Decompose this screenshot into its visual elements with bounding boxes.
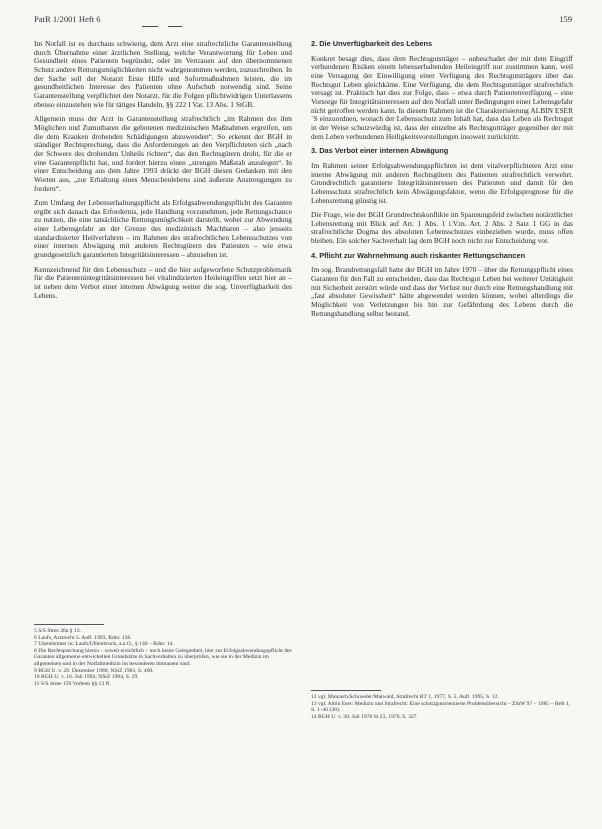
body-paragraph: Zum Umfang der Lebenserhaltungspflicht als Erfolgsabwendungspflicht des Garanten ergibt sich danach das Erfordernis, jede Handlung vorzunehmen, jede Rettungschance zu nutzen, die eine tatsächliche Rettungsmöglichkeit darstellt, wobei zur Abwendung einer Lebensgefahr an der Grenze des medizinisch Machbaren – also jenseits standardisierter Heilverfahren – im Rahmen des strafrechtlichen Lebensschutzes von einer internen Abwägung mit anderen Rechtsgütern des Patienten – wie etwa grundgesetzlich garantierten Integritätsinteressen – abzusehen ist. [34, 198, 292, 260]
footnote: 6 Laufs, Arztrecht 5. Aufl. 1993, Rdnr. 136. [34, 634, 132, 641]
section-heading: 4. Pflicht zur Wahrnehmung auch riskanter Rettungschancen [311, 250, 526, 260]
body-paragraph: Im Rahmen seiner Erfolgsabwendungspflichten ist dem vitalverpflichteten Arzt eine interne Abwägung mit anderen Rechtsgütern des Patienten strafrechtlich verwehrt. Grundrechtlich garantierte Integritätsinteressen des Patienten und damit für den Lebensschutz strafrechtlich kein Abwägungsfaktor, wenn die Erfolgsprognose für die Lebensrettung günstig ist. [311, 160, 573, 205]
body-paragraph: Konkret besagt dies, dass dem Rechtsgutsträger – unbeschadet der mit dem Eingriff verbundenen Risiken einem lebenserhaltenden Heileingriff nur zustimmen kann, weil eine Versagung der Einwilligung einer Verfügung des Rechtsgutsträgers über das Rechtsgut Leben gleichkäme. Eine Verfügung, die dem Rechtsgutsträger strafrechtlich versagt ist. Praktisch hat dies zur Folge, dass – etwa durch Patientenverfügung – eine Vorsorge für Integritätsinteressen auf den Notfall unter Bedingungen einer Lebensgefahr nicht getroffen werden kann. In diesem Rahmen ist die Charakterisierung ALBIN ESER´S einzuordnen, wonach der Lebensschutz zum Inhalt hat, dass das Leben als Rechtsgut in der Weise schutzwürdig ist, dass der einzelne als Rechtsgutträger gegenüber der mit dem Leben verbundenen Heiligkeitsvorstellungen insoweit zurücktritt. [311, 53, 573, 141]
footnote-rule-left [34, 624, 104, 625]
header-rule-2 [168, 26, 182, 27]
body-paragraph: Kennzeichnend für den Lebensschutz – und die hier aufgeworfene Schutzproblematik für die Patientenintegritätsinteressen bei vitalindizierten Heileingriffen setzt hier an – ist neben dem Verbot einer internen Abwägung weiter die sog. Unverfügbarkeit des Lebens. [34, 264, 292, 300]
footnote: 9 BGH U. v. 29. Dezember 1980; NStZ 1983, S. 460. [34, 667, 154, 674]
footnote: 13 vgl. Albin Eser: Medizin und Strafrecht: Eine schutzgutorientierte Problemübersicht – ZStW 97 – 1985 – Heft 1, S. 1–46 (38). [311, 700, 571, 714]
body-paragraph: Im sog. Brandrettungsfall hatte der BGH im Jahre 1970 – über die Rettungspflicht eines Garanten für den Fall zu entscheiden, dass das Rechtsgut Leben bei weiterer Untätigkeit mit Sicherheit zerstört würde und dass der Verlust nur durch eine Rettungshandlung mit „fast absoluter Gewissheit“ hätte abgewendet werden können, wobei allerdings die Möglichkeit von Verletzungen bis hin zur Gefährdung des Lebens durch die Rettungshandlung selbst bestand. [311, 265, 573, 318]
body-paragraph: Die Frage, wie der BGH Grundrechtskonflikte im Spannungsfeld zwischen notärztlicher Lebensrettung mit Blick auf Art. 1 Abs. 1 i.V.m. Art. 2 Abs. 2 Satz 1 GG in das strafrechtliche Dogma des absoluten Lebensschutzes einbeziehen wurde, muss offen bleiben. Ein solcher Sachverhalt lag dem BGH noch nicht zur Entscheidung vor. [311, 210, 573, 246]
body-paragraph: Im Notfall ist es durchaus schwierig, dem Arzt eine strafrechtliche Garantenstellung durch Übernahme einer ärztlichen Stellung, welche Verantwortung für Leben und Gesundheit eines Patienten begründet, oder im Vertrauen auf den übernommenen Schutz andere Rettungsmöglichkeiten nicht wahrgenommen werden, zuzuschreiben. In der Sache soll der Notarzt Erste Hilfe und Sofortmaßnahmen leisten, die im gesundheitlichen Interesse des Patienten ohne Aufschub notwendig sind. Seine Garantenstellung verpflichtet den Notarzt, für die Folgen pflichtwidrigen Unterlassens ebenso einzustehen wie für tätiges Handeln, §§ 222 I Var. 13 Abs. 1 StGB. [34, 39, 292, 109]
running-header [34, 14, 572, 28]
footnote: 11 S/S Stree 159 Vorbem §§ 13 ff. [34, 680, 111, 687]
footnote: 7 Ulsenheimer in: Laufs/Uhlenbruck, a.a.O., § 140 – Rdnr. 14. [34, 641, 174, 648]
section-heading: 2. Die Unverfügbarkeit des Lebens [311, 39, 433, 48]
page-number: 159 [559, 14, 572, 24]
journal-reference: PatR 1/2001 Heft 6 [34, 14, 101, 24]
footnote: 14 BGH U. v. 20. Juli 1970 St 23, 1970, S. 327. [311, 713, 418, 720]
body-paragraph: Allgemein muss der Arzt in Garantenstellung strafrechtlich „im Rahmen des ihm Möglichen und Zumutbaren die gebotenen medizinischen Maßnahmen ergreifen, um die dem Kranken drohenden Schädigungen abzuwenden“. So erkennt der BGH in ständiger Rechtsprechung, dass die Anforderungen an den Verpflichteten sich „nach der Schwere des drohenden Unheils richten“, das den Rechtsgütern droht, für die er eine Garantenpflicht hat, und fordert hierzu einen „strengen Maßstab anzulegen“. In einer Entscheidung aus dem Jahre 1993 drückt der BGH diesen Gedanken mit den Worten aus, „zur Erhaltung eines Menschenlebens sind äußerste Anstrengungen zu fordern“. [34, 114, 292, 193]
footnote: 10 BGH U. v. 16. Juli 1993; NStZ 1994, S. 29. [34, 674, 139, 681]
section-heading: 3. Das Verbot einer internen Abwägung [311, 146, 449, 156]
footnote: 5 S/S Stree 28a § 13. [34, 628, 81, 634]
footnote-rule-right [311, 690, 381, 691]
right-column [311, 40, 573, 324]
header-rule-1 [142, 26, 158, 27]
footnote: 12 vgl. Maurach/Schroeder/Maiwald, Strafrecht BT 1, 1977, S. 5, Aufl. 1995, S. 12. [311, 694, 499, 700]
left-column [34, 40, 292, 306]
footnotes-left [34, 628, 292, 687]
footnotes-right [311, 694, 573, 720]
footnote: 8 Die Rechtsprechung hierzu – soweit ersichtlich – noch keine Gelegenheit, hier zur Erfolgsabwendungspflicht des Garanten allgemeine entwickelten Grundsätze in Sachverhalten zu überprüfen, wie sie in der Medizin im allgemeinen und in der Notfallmedizin im besonderen immanent sind. [34, 647, 292, 667]
